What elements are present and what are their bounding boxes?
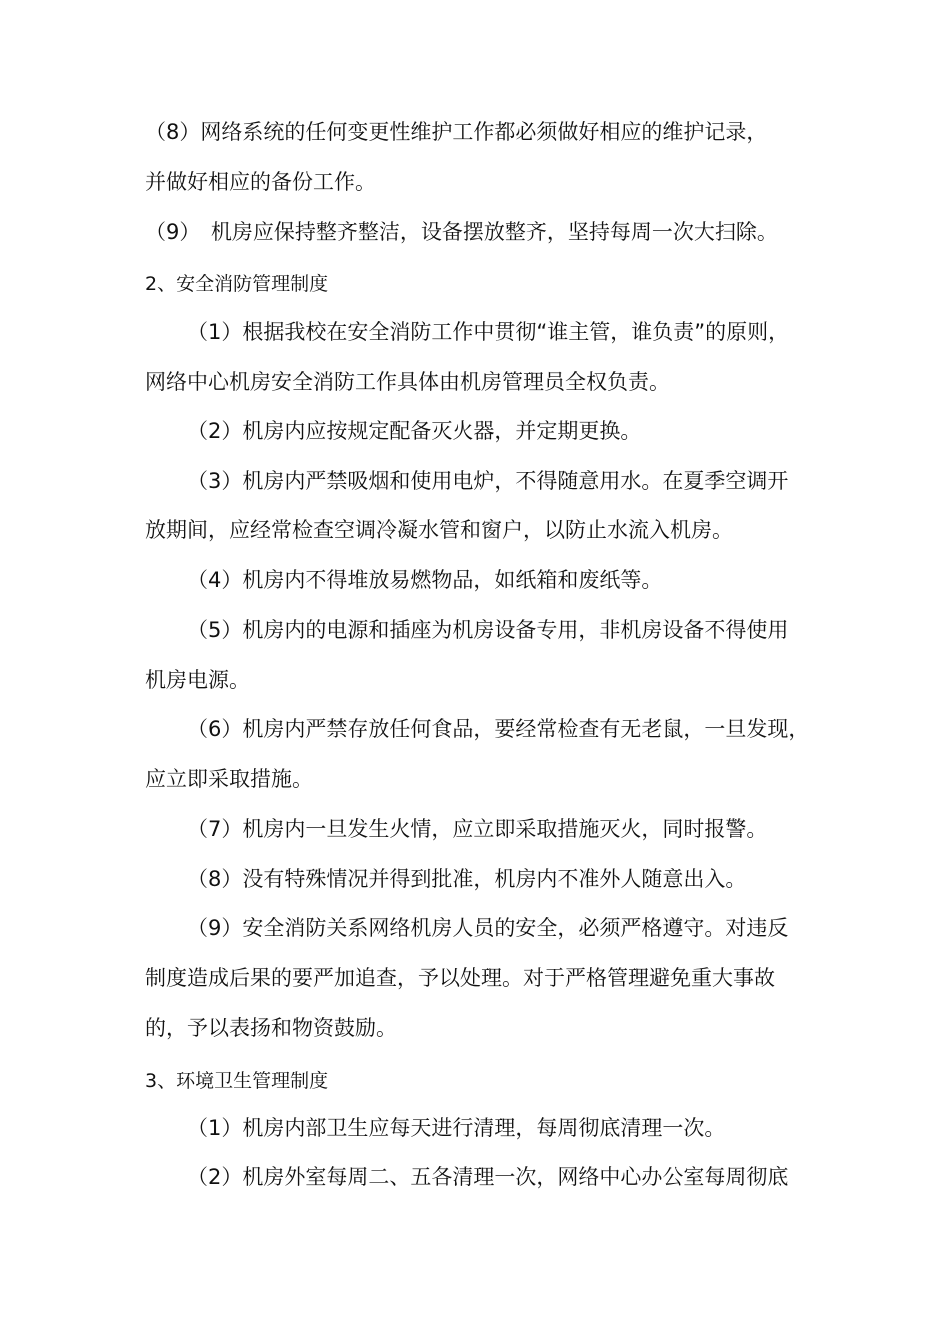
text-line: （3）机房内严禁吸烟和使用电炉，不得随意用水。在夏季空调开 (187, 469, 789, 493)
section-heading: 3、环境卫生管理制度 (145, 1070, 329, 1092)
text-line: 放期间，应经常检查空调冷凝水管和窗户，以防止水流入机房。 (145, 518, 733, 542)
text-line: （2）机房内应按规定配备灭火器，并定期更换。 (187, 419, 642, 443)
text-line: （1）根据我校在安全消防工作中贯彻“谁主管，谁负责”的原则， (187, 320, 790, 344)
text-line: 制度造成后果的要严加追查，予以处理。对于严格管理避免重大事故 (145, 966, 775, 990)
text-line: 并做好相应的备份工作。 (145, 170, 376, 194)
text-line: （2）机房外室每周二、五各清理一次，网络中心办公室每周彻底 (187, 1165, 789, 1189)
text-line: 机房电源。 (145, 668, 250, 692)
text-line: （8）网络系统的任何变更性维护工作都必须做好相应的维护记录， (145, 120, 768, 144)
section-heading: 2、安全消防管理制度 (145, 273, 329, 295)
text-line: （7）机房内一旦发生火情，应立即采取措施灭火，同时报警。 (187, 817, 768, 841)
text-line: （8）没有特殊情况并得到批准，机房内不准外人随意出入。 (187, 867, 747, 891)
text-line: （5）机房内的电源和插座为机房设备专用，非机房设备不得使用 (187, 618, 789, 642)
text-line: （9）安全消防关系网络机房人员的安全，必须严格遵守。对违反 (187, 916, 789, 940)
text-line: 网络中心机房安全消防工作具体由机房管理员全权负责。 (145, 370, 670, 394)
text-line: 的，予以表扬和物资鼓励。 (145, 1016, 397, 1040)
text-line: （6）机房内严禁存放任何食品，要经常检查有无老鼠，一旦发现， (187, 717, 810, 741)
text-line: （1）机房内部卫生应每天进行清理，每周彻底清理一次。 (187, 1116, 726, 1140)
text-line: （9） 机房应保持整齐整洁，设备摆放整齐，坚持每周一次大扫除。 (145, 220, 778, 244)
text-line: 应立即采取措施。 (145, 767, 313, 791)
text-line: （4）机房内不得堆放易燃物品，如纸箱和废纸等。 (187, 568, 663, 592)
